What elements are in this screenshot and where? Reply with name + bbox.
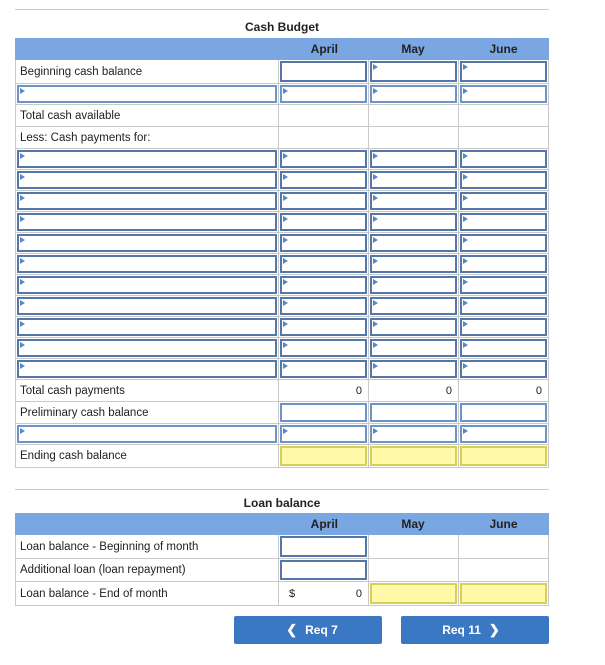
label-input[interactable]	[15, 338, 278, 358]
total-payments-april: 0	[355, 384, 362, 397]
input-field[interactable]	[17, 276, 277, 294]
total-payments-june: 0	[535, 384, 542, 397]
top-border	[15, 9, 549, 10]
cell-june[interactable]	[458, 233, 549, 253]
input-field[interactable]	[17, 425, 277, 443]
input-field[interactable]	[17, 297, 277, 315]
cell-april	[278, 105, 368, 126]
row-preliminary-cash	[15, 402, 549, 424]
input-field[interactable]	[460, 213, 547, 231]
input-field[interactable]	[17, 234, 277, 252]
next-req-label: Req 11	[442, 623, 481, 637]
input-field[interactable]	[370, 61, 457, 82]
input-field[interactable]	[17, 85, 277, 103]
cell-june[interactable]	[458, 170, 549, 190]
input-field[interactable]	[370, 276, 457, 294]
input-field[interactable]	[370, 360, 457, 378]
cell-june[interactable]	[458, 424, 549, 444]
chevron-left-icon: ❮	[286, 622, 298, 637]
input-field[interactable]	[370, 85, 457, 103]
input-field[interactable]	[280, 234, 367, 252]
cell-april[interactable]	[278, 359, 368, 379]
label-input[interactable]	[15, 296, 278, 316]
dropdown-marker-icon	[373, 153, 378, 159]
input-field[interactable]	[370, 583, 457, 604]
input-field[interactable]	[460, 276, 547, 294]
dropdown-marker-icon	[463, 428, 468, 434]
dropdown-marker-icon	[20, 428, 25, 434]
label-input[interactable]	[15, 317, 278, 337]
dropdown-marker-icon	[463, 237, 468, 243]
cell-april[interactable]	[278, 233, 368, 253]
cell-june[interactable]	[458, 254, 549, 274]
dropdown-marker-icon	[283, 363, 288, 369]
cell-june[interactable]	[458, 445, 549, 467]
cell-june[interactable]	[458, 149, 549, 169]
input-field[interactable]	[460, 192, 547, 210]
cell-april[interactable]	[278, 317, 368, 337]
currency-symbol: $	[289, 587, 296, 600]
cell-may[interactable]	[368, 582, 458, 605]
payment-row	[15, 254, 549, 275]
input-field[interactable]	[280, 150, 367, 168]
payment-row	[15, 296, 549, 317]
cell-april[interactable]	[278, 212, 368, 232]
row-receipts-input	[15, 84, 549, 105]
cell-april	[278, 127, 368, 148]
cell-may[interactable]	[368, 402, 458, 423]
cell-may[interactable]	[368, 275, 458, 295]
payment-row	[15, 212, 549, 233]
input-field[interactable]	[370, 192, 457, 210]
label-input[interactable]	[15, 233, 278, 253]
dropdown-marker-icon	[283, 321, 288, 327]
cell-april[interactable]	[278, 60, 368, 83]
input-field[interactable]	[370, 213, 457, 231]
dropdown-marker-icon	[463, 216, 468, 222]
row-ending-cash	[15, 445, 549, 468]
input-field[interactable]	[17, 150, 277, 168]
input-field[interactable]	[460, 425, 547, 443]
input-field[interactable]	[370, 403, 457, 422]
input-field[interactable]	[17, 255, 277, 273]
row-label: Total cash available	[15, 105, 278, 126]
input-field[interactable]	[17, 192, 277, 210]
input-field[interactable]	[280, 360, 367, 378]
dropdown-marker-icon	[20, 195, 25, 201]
dropdown-marker-icon	[373, 258, 378, 264]
cell-may	[368, 127, 458, 148]
dropdown-marker-icon	[463, 153, 468, 159]
dropdown-marker-icon	[283, 153, 288, 159]
dropdown-marker-icon	[463, 174, 468, 180]
cell-may[interactable]	[368, 212, 458, 232]
dropdown-marker-icon	[20, 174, 25, 180]
row-label: Preliminary cash balance	[15, 402, 278, 423]
dropdown-marker-icon	[463, 321, 468, 327]
cell-may[interactable]	[368, 60, 458, 83]
payment-row	[15, 233, 549, 254]
input-field[interactable]	[460, 255, 547, 273]
row-label: Additional loan (loan repayment)	[15, 559, 278, 581]
row-loan-end	[15, 582, 549, 606]
cell-june[interactable]	[458, 275, 549, 295]
cell-may[interactable]	[368, 84, 458, 104]
input-field[interactable]	[460, 297, 547, 315]
input-field[interactable]	[280, 339, 367, 357]
col-june: June	[489, 517, 518, 531]
dropdown-marker-icon	[283, 342, 288, 348]
dropdown-marker-icon	[373, 216, 378, 222]
col-april: April	[310, 42, 338, 56]
payment-row	[15, 275, 549, 296]
cell-april[interactable]	[278, 445, 368, 467]
label-input[interactable]	[15, 212, 278, 232]
cell-april[interactable]	[278, 149, 368, 169]
input-field[interactable]	[460, 171, 547, 189]
input-field[interactable]	[17, 360, 277, 378]
cell-may[interactable]	[368, 170, 458, 190]
dropdown-marker-icon	[373, 64, 378, 70]
input-field[interactable]	[280, 536, 367, 557]
dropdown-marker-icon	[283, 428, 288, 434]
dropdown-marker-icon	[463, 279, 468, 285]
input-field[interactable]	[370, 339, 457, 357]
dropdown-marker-icon	[463, 300, 468, 306]
cell-may[interactable]	[368, 149, 458, 169]
dropdown-marker-icon	[283, 216, 288, 222]
input-field[interactable]	[17, 213, 277, 231]
cell-june	[458, 105, 549, 126]
input-field[interactable]	[280, 297, 367, 315]
dropdown-marker-icon	[283, 88, 288, 94]
cell-april[interactable]	[278, 296, 368, 316]
row-label: Ending cash balance	[15, 445, 278, 467]
row-label: Less: Cash payments for:	[15, 127, 278, 148]
dropdown-marker-icon	[463, 258, 468, 264]
loan-end-april-value: 0	[355, 587, 362, 600]
input-field[interactable]	[280, 276, 367, 294]
cell-april[interactable]	[278, 84, 368, 104]
dropdown-marker-icon	[20, 237, 25, 243]
cell-june	[458, 559, 549, 581]
cell-june[interactable]	[458, 296, 549, 316]
next-req-button[interactable]	[401, 616, 549, 644]
cell-june	[458, 380, 549, 401]
cell-may	[368, 535, 458, 558]
cell-may[interactable]	[368, 445, 458, 467]
dropdown-marker-icon	[20, 300, 25, 306]
input-field[interactable]	[17, 339, 277, 357]
row-label: Beginning cash balance	[15, 60, 278, 83]
cell-may[interactable]	[368, 338, 458, 358]
input-field[interactable]	[280, 171, 367, 189]
label-input[interactable]	[15, 170, 278, 190]
cell-may[interactable]	[368, 359, 458, 379]
input-field[interactable]	[370, 425, 457, 443]
cell-june[interactable]	[458, 212, 549, 232]
row-beginning-cash	[15, 60, 549, 84]
col-april: April	[310, 517, 338, 531]
cell-april[interactable]	[278, 424, 368, 444]
dropdown-marker-icon	[283, 258, 288, 264]
loan-balance-title: Loan balance	[243, 496, 321, 510]
dropdown-marker-icon	[373, 279, 378, 285]
dropdown-marker-icon	[20, 216, 25, 222]
label-input[interactable]	[15, 84, 278, 104]
dropdown-marker-icon	[373, 174, 378, 180]
label-input[interactable]	[15, 149, 278, 169]
input-field[interactable]	[460, 403, 547, 422]
input-field[interactable]	[280, 255, 367, 273]
input-field[interactable]	[460, 61, 547, 82]
cell-june[interactable]	[458, 60, 549, 83]
input-field[interactable]	[370, 446, 457, 466]
dropdown-marker-icon	[20, 258, 25, 264]
prev-req-label: Req 7	[305, 623, 338, 637]
cell-april[interactable]	[278, 402, 368, 423]
cell-may	[368, 380, 458, 401]
cell-june[interactable]	[458, 338, 549, 358]
input-field[interactable]	[370, 297, 457, 315]
payment-row	[15, 338, 549, 359]
dropdown-marker-icon	[463, 195, 468, 201]
cell-june[interactable]	[458, 582, 549, 605]
dropdown-marker-icon	[20, 88, 25, 94]
input-field[interactable]	[460, 85, 547, 103]
row-label: Total cash payments	[15, 380, 278, 401]
cell-june[interactable]	[458, 84, 549, 104]
payment-row	[15, 191, 549, 212]
cell-april	[278, 582, 368, 605]
input-field[interactable]	[280, 446, 367, 466]
row-loan-beginning	[15, 535, 549, 559]
row-less-cash-payments	[15, 127, 549, 149]
cell-may[interactable]	[368, 191, 458, 211]
dropdown-marker-icon	[463, 88, 468, 94]
cell-april	[278, 380, 368, 401]
spacer-row	[15, 468, 549, 490]
cell-may[interactable]	[368, 254, 458, 274]
payment-row	[15, 170, 549, 191]
input-field[interactable]	[460, 446, 547, 466]
dropdown-marker-icon	[373, 195, 378, 201]
row-total-cash-payments	[15, 380, 549, 402]
input-field[interactable]	[280, 192, 367, 210]
cash-budget-title-row	[15, 17, 549, 37]
cash-budget-title: Cash Budget	[244, 20, 319, 34]
cell-april[interactable]	[278, 275, 368, 295]
input-field[interactable]	[280, 560, 367, 580]
input-field[interactable]	[17, 171, 277, 189]
payment-row	[15, 317, 549, 338]
cell-april[interactable]	[278, 191, 368, 211]
dropdown-marker-icon	[373, 428, 378, 434]
cell-april[interactable]	[278, 338, 368, 358]
dropdown-marker-icon	[373, 363, 378, 369]
col-may: May	[401, 42, 425, 56]
input-field[interactable]	[460, 318, 547, 336]
row-financing-input	[15, 424, 549, 445]
dropdown-marker-icon	[20, 321, 25, 327]
cell-april[interactable]	[278, 535, 368, 558]
cell-april[interactable]	[278, 254, 368, 274]
loan-balance-title-row	[15, 493, 549, 513]
dropdown-marker-icon	[283, 237, 288, 243]
input-field[interactable]	[370, 171, 457, 189]
input-field[interactable]	[460, 360, 547, 378]
col-may: May	[401, 517, 425, 531]
input-field[interactable]	[17, 318, 277, 336]
input-field[interactable]	[370, 150, 457, 168]
input-field[interactable]	[280, 85, 367, 103]
dropdown-marker-icon	[463, 64, 468, 70]
total-payments-may: 0	[445, 384, 452, 397]
input-field[interactable]	[280, 425, 367, 443]
dropdown-marker-icon	[373, 88, 378, 94]
cell-june[interactable]	[458, 359, 549, 379]
label-input[interactable]	[15, 359, 278, 379]
prev-req-button[interactable]	[234, 616, 382, 644]
dropdown-marker-icon	[373, 300, 378, 306]
cell-may[interactable]	[368, 296, 458, 316]
row-total-cash-available	[15, 105, 549, 127]
label-input[interactable]	[15, 275, 278, 295]
dropdown-marker-icon	[283, 300, 288, 306]
cell-april[interactable]	[278, 170, 368, 190]
loan-balance-header	[15, 513, 549, 535]
row-label: Loan balance - Beginning of month	[15, 535, 278, 558]
dropdown-marker-icon	[463, 363, 468, 369]
input-field[interactable]	[280, 403, 367, 422]
dropdown-marker-icon	[373, 237, 378, 243]
row-additional-loan	[15, 559, 549, 582]
label-input[interactable]	[15, 424, 278, 444]
dropdown-marker-icon	[463, 342, 468, 348]
cell-june[interactable]	[458, 402, 549, 423]
cell-june[interactable]	[458, 191, 549, 211]
row-label: Loan balance - End of month	[15, 582, 278, 605]
input-field[interactable]	[370, 318, 457, 336]
dropdown-marker-icon	[373, 342, 378, 348]
chevron-right-icon: ❯	[488, 622, 500, 637]
dropdown-marker-icon	[283, 195, 288, 201]
cash-budget-header	[15, 38, 549, 60]
input-field[interactable]	[280, 318, 367, 336]
label-input[interactable]	[15, 191, 278, 211]
cell-may	[368, 105, 458, 126]
cell-may[interactable]	[368, 424, 458, 444]
payment-row	[15, 359, 549, 380]
input-field[interactable]	[370, 255, 457, 273]
input-field[interactable]	[370, 234, 457, 252]
dropdown-marker-icon	[373, 321, 378, 327]
cell-april[interactable]	[278, 559, 368, 581]
payment-row	[15, 149, 549, 170]
input-field[interactable]	[460, 339, 547, 357]
cell-june[interactable]	[458, 317, 549, 337]
dropdown-marker-icon	[283, 174, 288, 180]
cell-june	[458, 127, 549, 148]
input-field[interactable]	[460, 150, 547, 168]
cell-june	[458, 535, 549, 558]
dropdown-marker-icon	[20, 153, 25, 159]
input-field[interactable]	[460, 583, 547, 604]
cell-may	[368, 559, 458, 581]
label-input[interactable]	[15, 254, 278, 274]
dropdown-marker-icon	[20, 279, 25, 285]
cell-may[interactable]	[368, 317, 458, 337]
input-field[interactable]	[460, 234, 547, 252]
dropdown-marker-icon	[20, 363, 25, 369]
cell-may[interactable]	[368, 233, 458, 253]
input-field[interactable]	[280, 61, 367, 82]
input-field[interactable]	[280, 213, 367, 231]
dropdown-marker-icon	[20, 342, 25, 348]
dropdown-marker-icon	[283, 279, 288, 285]
col-june: June	[489, 42, 518, 56]
